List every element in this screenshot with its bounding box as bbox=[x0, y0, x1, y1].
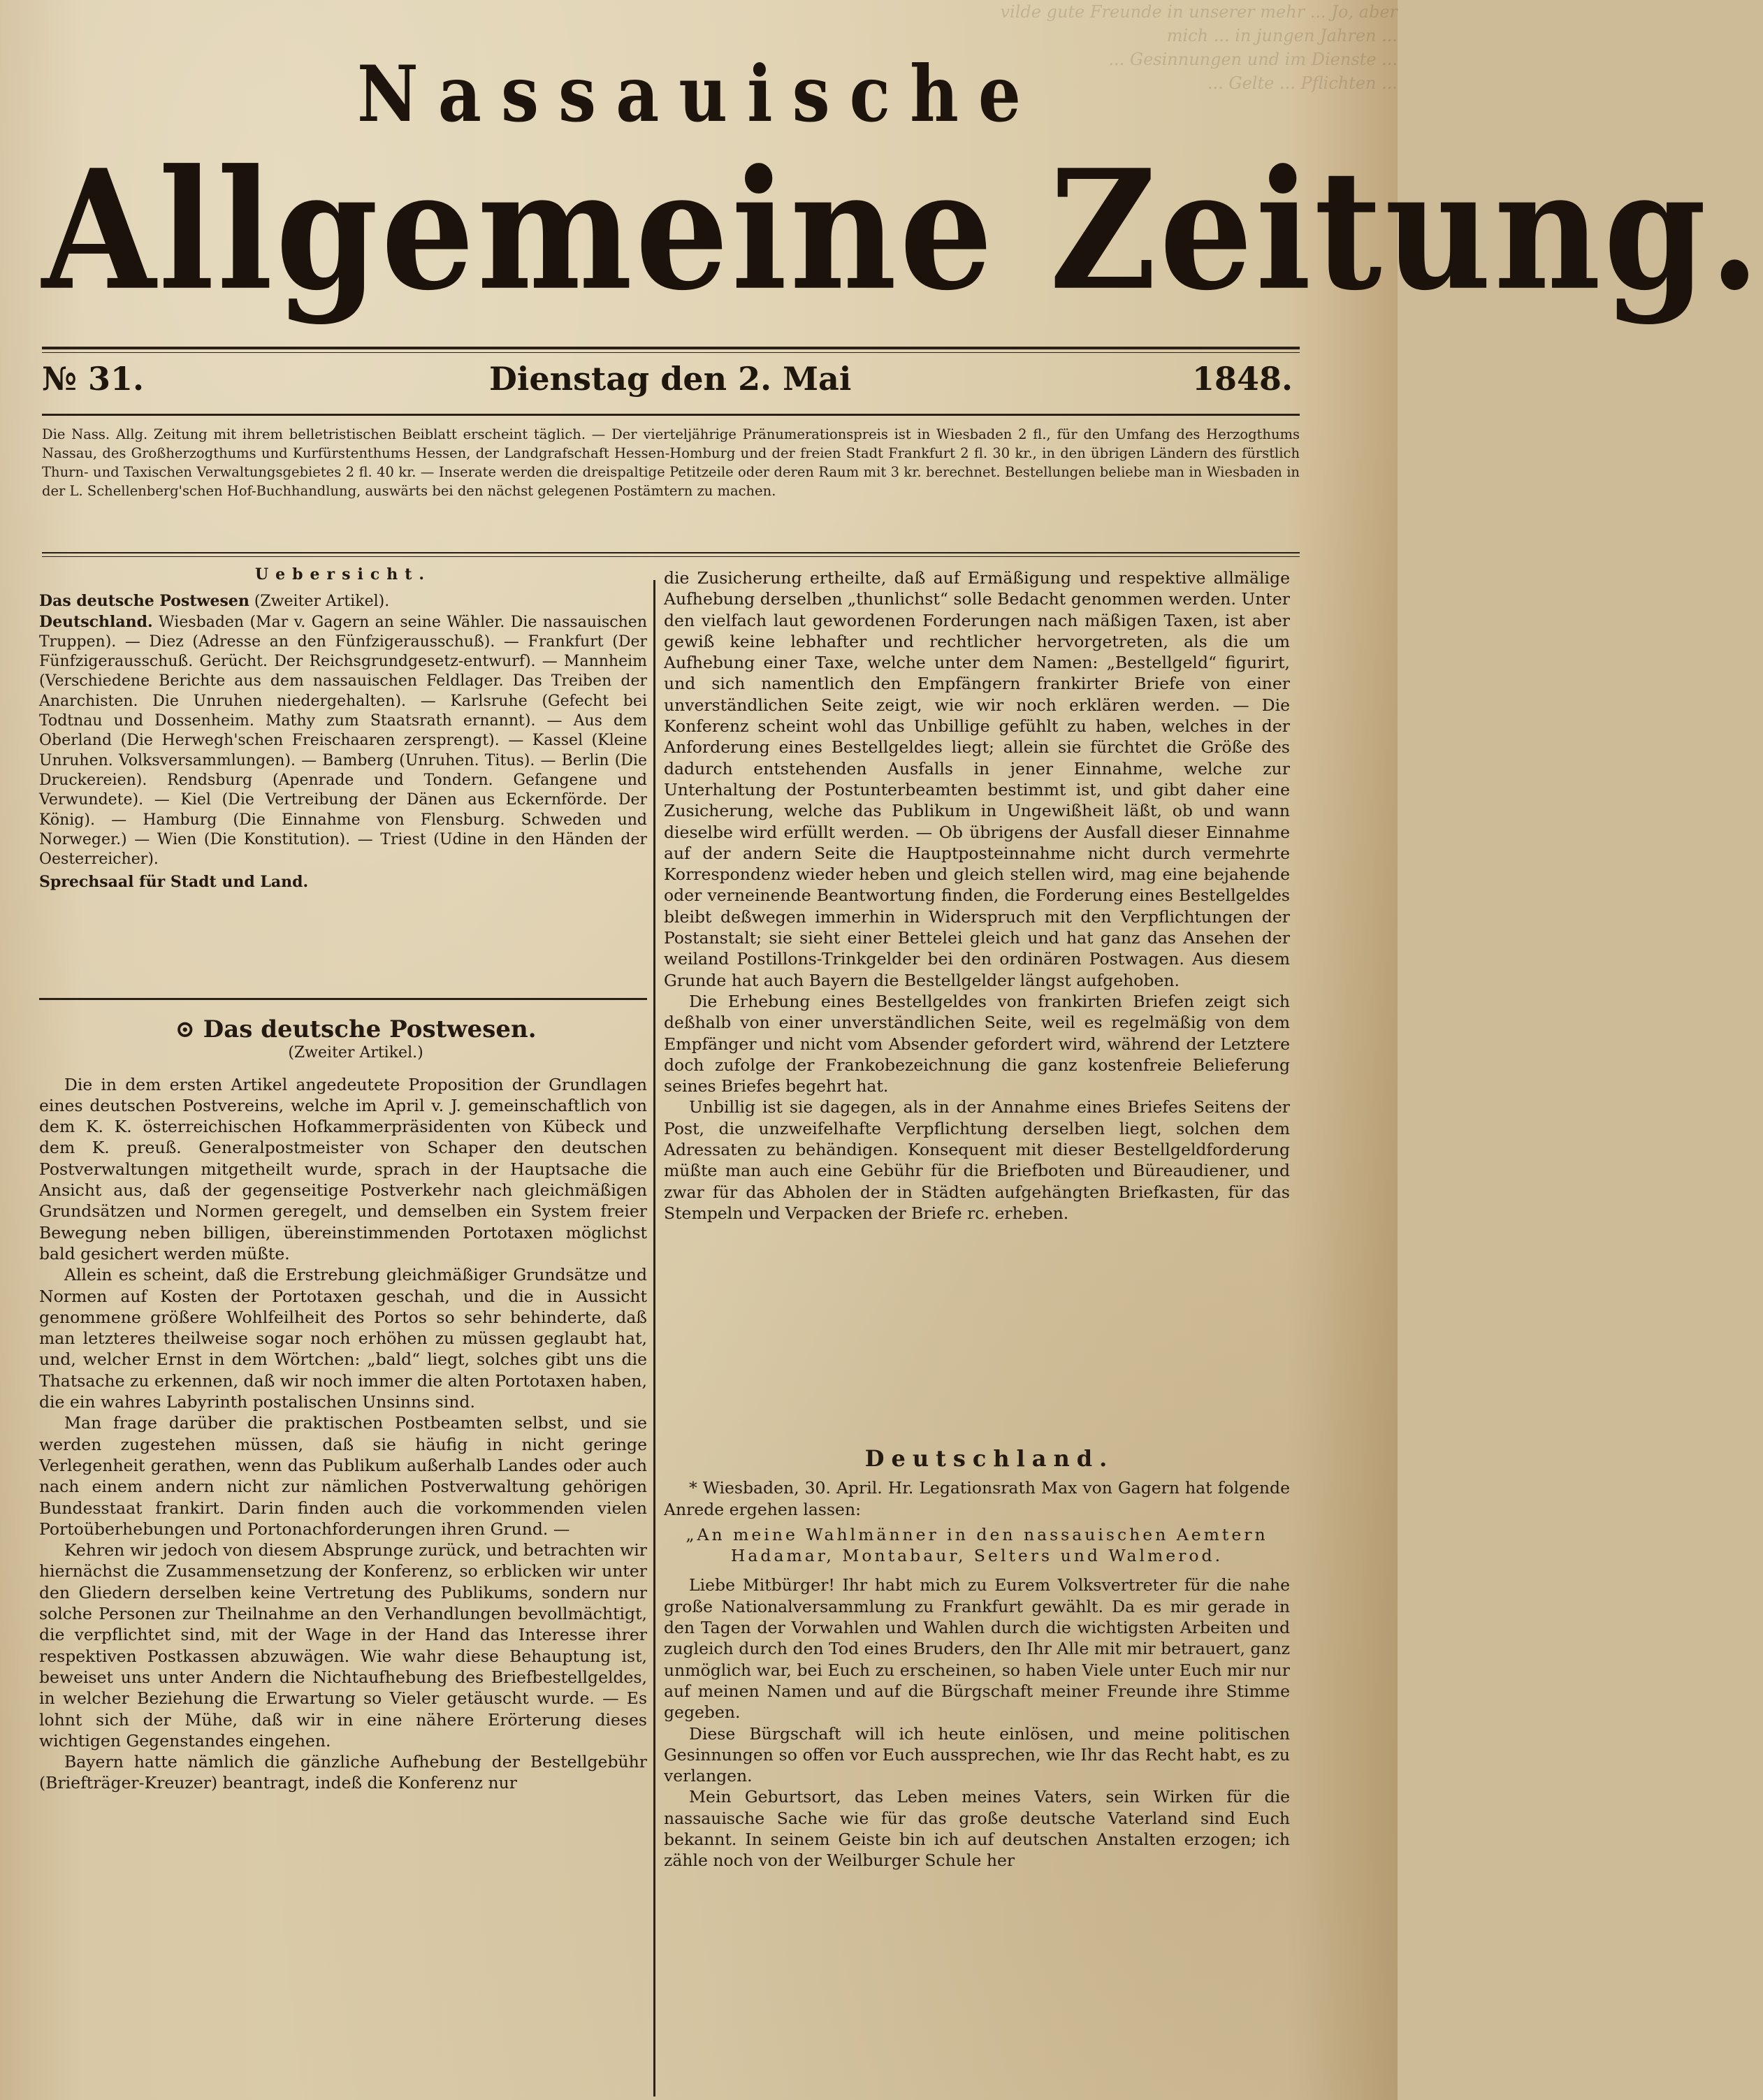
dateline bbox=[42, 360, 1293, 409]
right-p3: Unbillig ist sie dagegen, als in der Annahme eines Briefes Seitens der Post, die unzweifelhafte Verpflichtung derselben liegt, solchen dem Adressaten zu behändigen. Konsequent mit dieser Bestellgeldforderung müßte man auch eine Gebühr für die Briefboten und Büreaudiener, und zwar für das Abholen der in Städten aufgehängten Briefkasten, für das Stempeln und Verpacken der Briefe rc. erheben. bbox=[664, 1097, 1290, 1223]
overview-line-2 bbox=[39, 612, 647, 870]
article-postwesen-title: ⊙ Das deutsche Postwesen. bbox=[175, 1015, 537, 1043]
overview-line-1-bold: Das deutsche Postwesen bbox=[39, 592, 249, 611]
issue-number: № 31. bbox=[42, 360, 145, 398]
masthead-line1: Nassauische bbox=[357, 48, 1040, 140]
issue-date: Dienstag den 2. Mai bbox=[489, 360, 852, 398]
overview-line-2-rest: Wiesbaden (Mar v. Gagern an seine Wähler. Die nassauischen Truppen). — Diez (Adresse an den Fünfzigerausschuß). — Frankfurt (Der Fünfzigerausschuß. Gerücht. Der Reichsgrundgesetz-entwurf). — Mannheim (Verschiedene Berichte aus dem nassauischen Feldlager. Das Treiben der Anarchisten. Die Unruhen niedergehalten). — Karlsruhe (Gefecht bei Todtnau und Dossenheim. Mathy zum Staatsrath ernannt). — Aus dem Oberland (Die Herwegh'schen Freischaaren zersprengt). — Kassel (Kleine Unruhen. Volksversammlungen). — Bamberg (Unruhen. Titus). — Berlin (Die Druckereien). Rendsburg (Apenrade und Tondern. Gefangene und Verwundete). — Kiel (Die Vertreibung der Dänen aus Eckernförde. Der König). — Hamburg (Die Einnahme von Flensburg. Schweden und Norweger.) — Wien (Die Konstitution). — Triest (Udine in den Händen der Oesterreicher). bbox=[39, 613, 647, 869]
overview-title: Uebersicht. bbox=[254, 565, 432, 584]
wiesbaden-intro: * Wiesbaden, 30. April. Hr. Legationsrath Max von Gagern hat folgende Anrede ergehen lassen: bbox=[664, 1478, 1290, 1519]
notice-rule-thin bbox=[42, 556, 1300, 557]
article-postwesen-p3: Man frage darüber die praktischen Postbeamten selbst, und sie werden zugestehen müssen, daß sie häufig in nicht geringe Verlegenheit gerathen, wenn das Publikum außerhalb Landes oder auch nach einem andern nicht zur nämlichen Postverwaltung gehörigen Bundesstaat frankirt. Darin finden auch die vorkommenden vielen Portoüberhebungen und Portonachforderungen ihren Grund. — bbox=[39, 1413, 647, 1539]
masthead-rule-top-thin bbox=[42, 352, 1300, 353]
address-p1: Liebe Mitbürger! Ihr habt mich zu Eurem Volksvertreter für die nahe große Nationalversammlung zu Frankfurt gewählt. Da es mir gerade in den Tagen der Vorwahlen und Wahlen durch die wichtigsten Arbeiten und zugleich durch den Tod eines Bruders, den Ihr Alle mit mir betrauert, ganz unmöglich war, bei Euch zu erscheinen, so haben Viele unter Euch mir nur auf meinen Namen und auf die Bürgschaft meiner Freunde ihre Stimme gegeben. bbox=[664, 1575, 1290, 1723]
address-title: „An meine Wahlmänner in den nassauischen Aemtern Hadamar, Montabaur, Selters und Walmerod. bbox=[685, 1524, 1268, 1566]
left-section-rule bbox=[39, 998, 647, 1000]
article-postwesen-p2: Allein es scheint, daß die Erstrebung gleichmäßiger Grundsätze und Normen auf Kosten der Portotaxen geschah, und die in Aussicht genommene größere Wohlfeilheit des Portos so sehr behinderte, daß man letzteres theilweise sogar noch erhöhen zu müssen geglaubt hat, und, welcher Ernst in dem Wörtchen: „bald“ liegt, solches gibt uns die Thatsache zu erkennen, daß wir noch immer die alten Portotaxen haben, die ein wahres Labyrinth postalischen Unsinns sind. bbox=[39, 1265, 648, 1412]
article-postwesen-p4: Kehren wir jedoch von diesem Absprunge zurück, und betrachten wir hiernächst die Zusammensetzung der Konferenz, so erblicken wir unter den Gliedern derselben keine Vertretung des Publikums, sondern nur solche Personen zur Theilnahme an den Verhandlungen bevollmächtigt, die verpflichtet sind, mit der Wage in der Hand das Interesse ihrer respektiven Postkassen abzuwägen. Wie wahr diese Behauptung ist, beweiset uns unter Andern die Nichtaufhebung des Briefbestellgeldes, in welcher Beziehung die Erwartung so Vieler getäuscht wurde. — Es lohnt sich der Mühe, daß wir in eine nähere Erörterung dieses wichtigen Gegenstandes eingehen. bbox=[39, 1540, 647, 1751]
article-postwesen-subtitle: (Zweiter Artikel.) bbox=[288, 1044, 423, 1062]
section-deutschland bbox=[664, 1445, 1290, 1871]
overview-line-1 bbox=[39, 591, 647, 611]
article-postwesen-p5: Bayern hatte nämlich die gänzliche Aufhebung der Bestellgebühr (Briefträger-Kreuzer) beantragt, indeß die Konferenz nur bbox=[39, 1752, 647, 1793]
subscription-notice: Die Nass. Allg. Zeitung mit ihrem belletristischen Beiblatt erscheint täglich. — Der vierteljährige Pränumerationspreis ist in Wiesbaden 2 fl., für den Umfang des Herzogthums Nassau, des Großherzogthums und Kurfürstenthums Hessen, der Landgrafschaft Hessen-Homburg und der freien Stadt Frankfurt 2 fl. 30 kr., in den übrigen Ländern des fürstlich Thurn- und Taxischen Verwaltungsgebietes 2 fl. 40 kr. — Inserate werden die dreispaltige Petitzeile oder deren Raum mit 3 kr. berechnet. Bestellungen beliebe man in Wiesbaden in der L. Schellenberg'schen Hof-Buchhandlung, auswärts bei den nächst gelegenen Postämtern zu machen. bbox=[42, 426, 1300, 499]
address-p3: Mein Geburtsort, das Leben meines Vaters, sein Wirken für die nassauische Sache wie für das große deutsche Vaterland sind Euch bekannt. In seinem Geiste bin ich auf deutschen Anstalten erzogen; ich zähle noch von der Weilburger Schule her bbox=[664, 1787, 1290, 1871]
right-p2: Die Erhebung eines Bestellgeldes von frankirten Briefen zeigt sich deßhalb von einer unverständlichen Seite, weil es regelmäßig von dem Empfänger und nicht vom Absender gefordert wird, während der Letztere doch zufolge der Frankobezeichnung die ganz kostenfreie Belieferung seines Briefes begehrt hat. bbox=[664, 991, 1290, 1096]
article-postwesen-continued bbox=[664, 567, 1290, 1224]
masthead-rule-top bbox=[42, 347, 1300, 349]
issue-year: 1848. bbox=[1191, 360, 1293, 398]
overview-block bbox=[39, 565, 647, 893]
overview-line-1-rest: (Zweiter Artikel). bbox=[249, 593, 390, 611]
overview-line-3-bold: Sprechsaal für Stadt und Land. bbox=[39, 873, 309, 892]
dateline-rule bbox=[42, 414, 1300, 416]
address-p2: Diese Bürgschaft will ich heute einlösen, und meine politischen Gesinnungen so offen vor Euch aussprechen, wie Ihr das Recht habt, es zu verlangen. bbox=[664, 1723, 1290, 1786]
article-postwesen bbox=[39, 1015, 648, 1794]
masthead-title: Allgemeine Zeitung. bbox=[42, 133, 1763, 327]
column-divider bbox=[653, 580, 655, 2097]
bleed-through-text: vilde gute Freunde in unserer mehr ... Jo, aber mich ... in jungen Jahren ... ... Gesinnungen und im Dienste ... ... Gelte ... Pflichten ... bbox=[1000, 2, 1398, 93]
deutschland-heading: Deutschland. bbox=[864, 1445, 1115, 1472]
notice-rule bbox=[42, 552, 1300, 553]
right-p1: die Zusicherung ertheilte, daß auf Ermäßigung und respektive allmälige Aufhebung derselben „thunlichst“ solle Bedacht genommen werden. Unter den vielfach laut gewordenen Forderungen nach mäßigen Taxen, ist aber gewiß keine lebhafter und rechtlicher hervorgetreten, als die um Aufhebung einer Taxe, welche unter dem Namen: „Bestellgeld“ figurirt, und sich namentlich den Empfängern frankirter Briefe von einer unverständlichen Seite zeigt, wie wir noch erklären werden. — Die Konferenz scheint wohl das Unbillige gefühlt zu haben, welches in der Anforderung eines Bestellgeldes liegt; allein sie fürchtet die Größe des dadurch entstehenden Ausfalls in jener Einnahme, welche zur Unterhaltung der Postunterbeamten bestimmt ist, und gibt daher eine Zusicherung, welche das Publikum in Ungewißheit läßt, ob und wann dieselbe wird erfüllt werden. — Ob übrigens der Ausfall dieser Einnahme auf der andern Seite die Hauptposteinnahme nicht durch vermehrte Korrespondenz wieder heben und gleich stellen wird, mag eine bejahende oder verneinende Beantwortung finden, die Forderung eines Bestellgeldes bleibt deßwegen immerhin in Widerspruch mit den Verpflichtungen der Postanstalt; sie sieht einer Bettelei gleich und hat ganz das Ansehen der weiland Postillons-Trinkgelder bei den ordinären Postwagen. Aus diesem Grunde hat auch Bayern die Bestellgelder längst aufgehoben. bbox=[664, 568, 1290, 990]
overview-line-3 bbox=[39, 872, 647, 892]
article-postwesen-p1: Die in dem ersten Artikel angedeutete Proposition der Grundlagen eines deutschen Postvereins, welche im April v. J. gemeinschaftlich von dem K. K. österreichischen Hofkammerpräsidenten von Kübeck und dem K. preuß. Generalpostmeister von Schaper den deutschen Postverwaltungen mitgetheilt wurde, sprach in der Hauptsache die Ansicht aus, daß der gegenseitige Postverkehr nach gleichmäßigen Grundsätzen und Normen geregelt, und demselben ein System freier Bewegung neben billigen, übereinstimmenden Portotaxen möglichst bald gesichert werden müßte. bbox=[39, 1074, 647, 1263]
overview-line-2-bold: Deutschland. bbox=[39, 612, 153, 631]
